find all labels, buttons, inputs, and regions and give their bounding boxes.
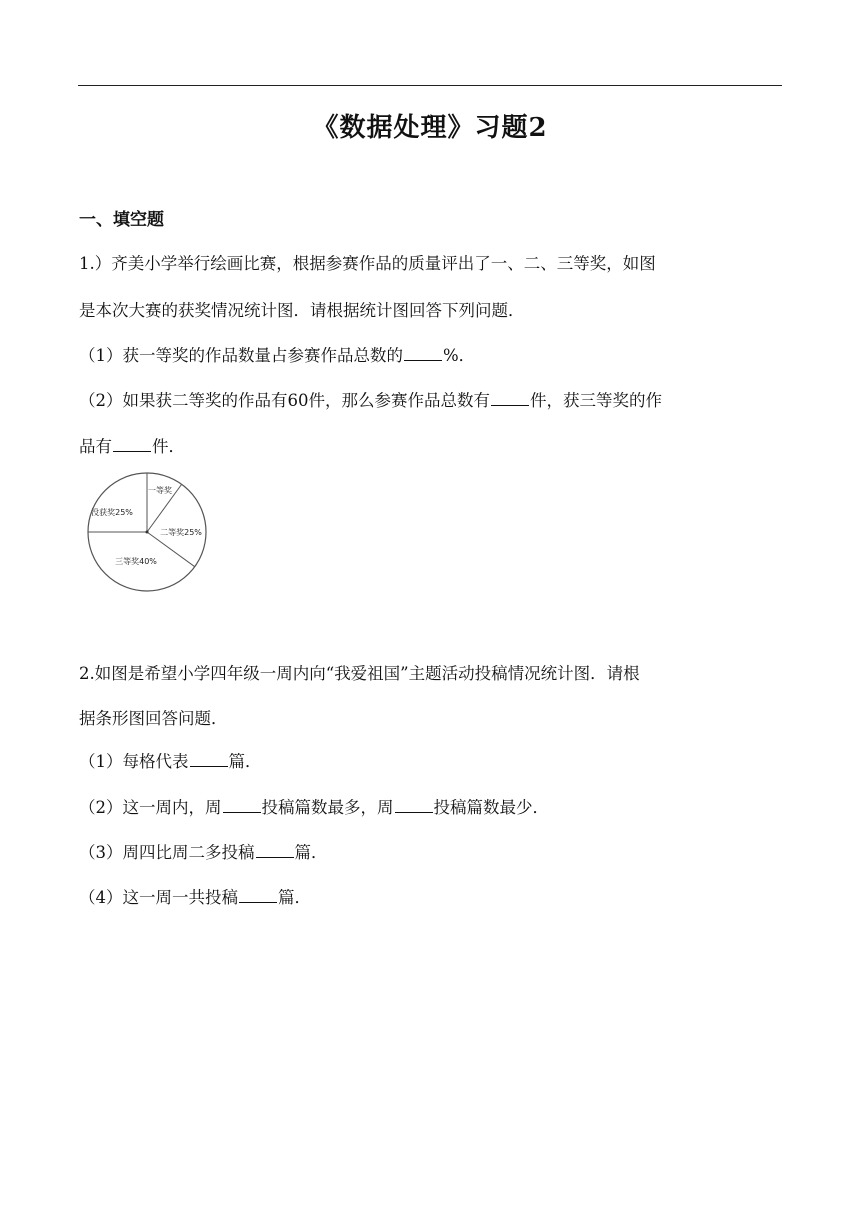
pie-chart	[86, 471, 210, 595]
q2-part-1	[79, 748, 262, 772]
pie-slice-label: 没获奖25%	[91, 508, 133, 517]
q2-part-1-suffix: 篇．	[228, 752, 262, 771]
header-rule	[78, 85, 782, 86]
pie-slice-label: 一等奖	[148, 486, 172, 495]
answer-blank[interactable]	[395, 798, 433, 813]
q1-part-2	[79, 387, 662, 411]
q1-part-1-text: （1）获一等奖的作品数量占参赛作品总数的	[79, 346, 403, 365]
page-title: 《数据处理》习题2	[312, 113, 548, 143]
q2-part-3-text: （3）周四比周二多投稿	[79, 843, 255, 862]
q1-part-2-cont-text: 品有	[79, 437, 112, 456]
q1-line-1: 1.）齐美小学举行绘画比赛，根据参赛作品的质量评出了一、二、三等奖，如图	[79, 254, 656, 273]
q1-line-2: 是本次大赛的获奖情况统计图．请根据统计图回答下列问题．	[79, 301, 525, 320]
q2-part-1-text: （1）每格代表	[79, 752, 189, 771]
q2-part-2-mid: 投稿篇数最多，周	[261, 798, 394, 817]
pie-chart-svg	[86, 471, 210, 595]
q2-part-4-text: （4）这一周一共投稿	[79, 888, 238, 907]
answer-blank[interactable]	[190, 752, 228, 767]
answer-blank[interactable]	[239, 888, 277, 903]
answer-blank[interactable]	[223, 798, 261, 813]
answer-blank[interactable]	[256, 843, 294, 858]
q1-part-2-suffix: 件．	[152, 437, 185, 456]
q1-part-2-text: （2）如果获二等奖的作品有60件，那么参赛作品总数有	[79, 391, 490, 410]
q2-part-4	[79, 884, 311, 908]
section-heading: 一、填空题	[79, 210, 164, 230]
pie-center	[146, 531, 149, 534]
pie-slice-label: 二等奖25%	[160, 528, 202, 537]
q2-part-3-suffix: 篇．	[294, 843, 328, 862]
answer-blank[interactable]	[404, 346, 442, 361]
q2-part-2-text: （2）这一周内，周	[79, 798, 222, 817]
q1-part-2-cont	[79, 433, 185, 457]
q1-part-1	[79, 342, 475, 366]
q2-line-1: 2.如图是希望小学四年级一周内向“我爱祖国”主题活动投稿情况统计图．请根	[79, 664, 640, 683]
q1-part-1-suffix: %．	[443, 346, 476, 365]
q2-line-2: 据条形图回答问题．	[79, 709, 228, 728]
pie-slice-label: 三等奖40%	[115, 557, 157, 566]
q2-part-3	[79, 839, 328, 863]
q2-part-2-suffix: 投稿篇数最少．	[433, 798, 549, 817]
q2-part-4-suffix: 篇．	[278, 888, 311, 907]
answer-blank[interactable]	[491, 391, 529, 406]
answer-blank[interactable]	[113, 437, 151, 452]
q1-part-2-mid: 件，获三等奖的作	[530, 391, 662, 410]
q2-part-2	[79, 794, 549, 818]
